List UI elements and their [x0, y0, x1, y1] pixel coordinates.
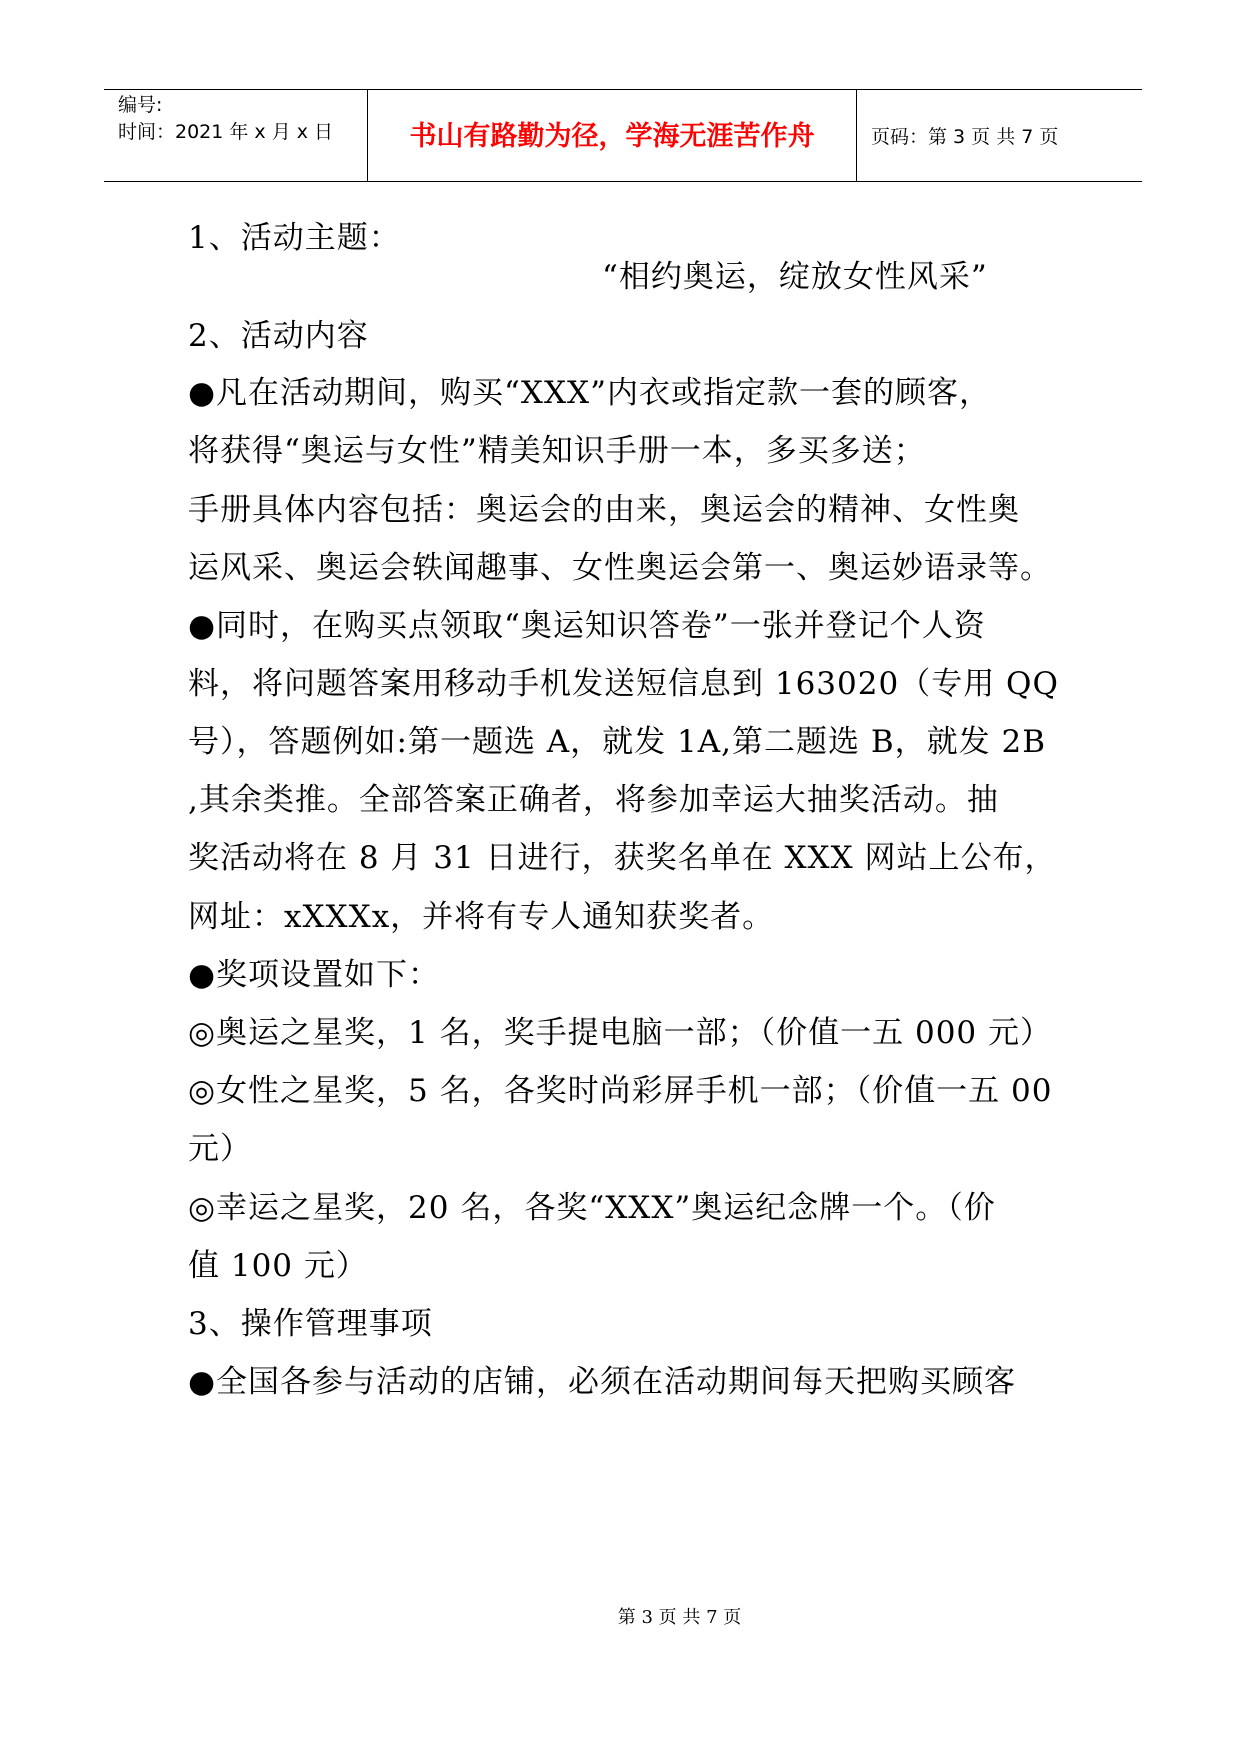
- section-heading-theme: 1、活动主题：: [188, 220, 401, 256]
- section-heading-content: 2、活动内容: [188, 318, 369, 354]
- prize-item: ◎奥运之星奖，1 名，奖手提电脑一部；（价值一五 000 元）: [188, 1015, 1053, 1051]
- prize-item: 值 100 元）: [188, 1248, 368, 1284]
- document-number-label: 编号:: [118, 94, 163, 116]
- header-page-cell: [857, 90, 1142, 181]
- header-info-cell: [104, 90, 368, 181]
- prize-item: ◎幸运之星奖，20 名，各奖“XXX”奥运纪念牌一个。（价: [188, 1190, 996, 1226]
- paragraph-line: 运风采、奥运会轶闻趣事、女性奥运会第一、奥运妙语录等。: [188, 550, 1052, 586]
- paragraph-line: ●凡在活动期间，购买“XXX”内衣或指定款一套的顾客，: [188, 375, 991, 411]
- page-header: [104, 89, 1142, 182]
- document-time-label: 时间：2021 年 x 月 x 日: [118, 121, 334, 143]
- page-footer: 第 3 页 共 7 页: [617, 1607, 742, 1628]
- paragraph-line: 料，将问题答案用移动手机发送短信息到 163020（专用 QQ: [188, 666, 1059, 702]
- header-motto: 书山有路勤为径，学海无涯苦作舟: [409, 121, 815, 152]
- prize-heading: ●奖项设置如下：: [188, 957, 441, 993]
- section-heading-operations: 3、操作管理事项: [188, 1306, 433, 1342]
- paragraph-line: ●全国各参与活动的店铺，必须在活动期间每天把购买顾客: [188, 1364, 1017, 1400]
- paragraph-line: 奖活动将在 8 月 31 日进行，获奖名单在 XXX 网站上公布，: [188, 840, 1057, 876]
- header-page-number: 页码：第 3 页 共 7 页: [871, 126, 1059, 148]
- theme-slogan: “相约奥运，绽放女性风采”: [602, 259, 988, 295]
- paragraph-line: 号），答题例如:第一题选 A，就发 1A,第二题选 B，就发 2B: [188, 724, 1046, 760]
- paragraph-line: 手册具体内容包括：奥运会的由来，奥运会的精神、女性奥: [188, 492, 1020, 528]
- paragraph-line: 将获得“奥运与女性”精美知识手册一本，多买多送；: [188, 433, 926, 469]
- paragraph-line: ,其余类推。全部答案正确者，将参加幸运大抽奖活动。抽: [188, 782, 999, 818]
- prize-item: ◎女性之星奖，5 名，各奖时尚彩屏手机一部；（价值一五 00: [188, 1073, 1053, 1109]
- header-motto-cell: [368, 90, 857, 181]
- paragraph-line: ●同时，在购买点领取“奥运知识答卷”一张并登记个人资: [188, 608, 986, 644]
- paragraph-line: 网址：xXXXx，并将有专人通知获奖者。: [188, 899, 775, 935]
- prize-item: 元）: [188, 1131, 252, 1167]
